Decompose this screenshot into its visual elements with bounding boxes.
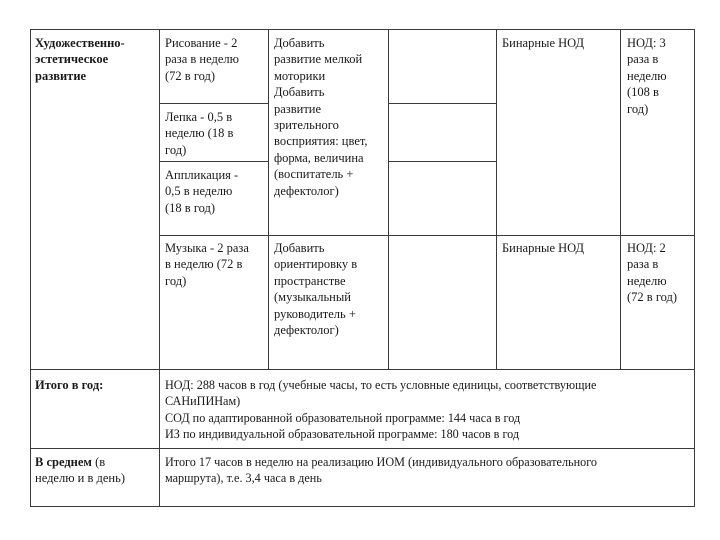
- notes-visual-motor: Добавить развитие мелкой моторики Добавить развитие зрительного восприятия: цвет, форма, величина (воспитатель + дефектолог): [274, 36, 368, 198]
- row-divider-music: [160, 235, 695, 236]
- row-divider-average: [30, 448, 695, 449]
- column-divider-4: [496, 29, 497, 369]
- average-label-bold: В среднем: [35, 455, 92, 469]
- column-divider-1: [159, 29, 160, 506]
- average-label-rest: (в неделю и в день): [35, 455, 125, 486]
- notes-spatial: Добавить ориентировку в пространстве (музыкальный руководитель + дефектолог): [274, 241, 358, 338]
- yearly-total-label: Итого в год:: [35, 378, 104, 392]
- row-divider-applikatsiya: [160, 161, 268, 162]
- row-divider-lepka: [160, 103, 268, 104]
- table-border-right: [694, 29, 695, 506]
- row-divider-yearly: [30, 369, 695, 370]
- column-divider-5: [620, 29, 621, 369]
- activity-music: Музыка - 2 раза в неделю (72 в год): [165, 241, 249, 288]
- row-divider-extra-2: [388, 161, 496, 162]
- activity-modelling: Лепка - 0,5 в неделю (18 в год): [165, 110, 234, 157]
- format-binary-1: Бинарные НОД: [502, 36, 585, 50]
- average-label: [35, 454, 157, 487]
- total-3-per-week: НОД: 3 раза в неделю (108 в год): [627, 36, 667, 116]
- total-2-per-week: НОД: 2 раза в неделю (72 в год): [627, 241, 678, 305]
- activity-drawing: Рисование - 2 раза в неделю (72 в год): [165, 36, 239, 83]
- table-border-bottom: [30, 506, 695, 507]
- column-divider-2: [268, 29, 269, 369]
- table-border-left: [30, 29, 31, 506]
- section-label: Художественно- эстетическое развитие: [35, 36, 125, 83]
- column-divider-3: [388, 29, 389, 369]
- average-text: Итого 17 часов в неделю на реализацию ИОМ (индивидуального образовательного маршрута), т.е. 3,4 часа в день: [165, 455, 597, 486]
- format-binary-2: Бинарные НОД: [502, 241, 585, 255]
- activity-applique: Аппликация - 0,5 в неделю (18 в год): [165, 168, 239, 215]
- row-divider-extra: [388, 103, 496, 104]
- table-border-top: [30, 29, 695, 30]
- yearly-total-text: НОД: 288 часов в год (учебные часы, то есть условные единицы, соответствующие САНиПИНам) СОД по адаптированной образовательной программе: 144 часа в год ИЗ по индивидуальной образовательной программе: 180 часов в год: [165, 378, 597, 442]
